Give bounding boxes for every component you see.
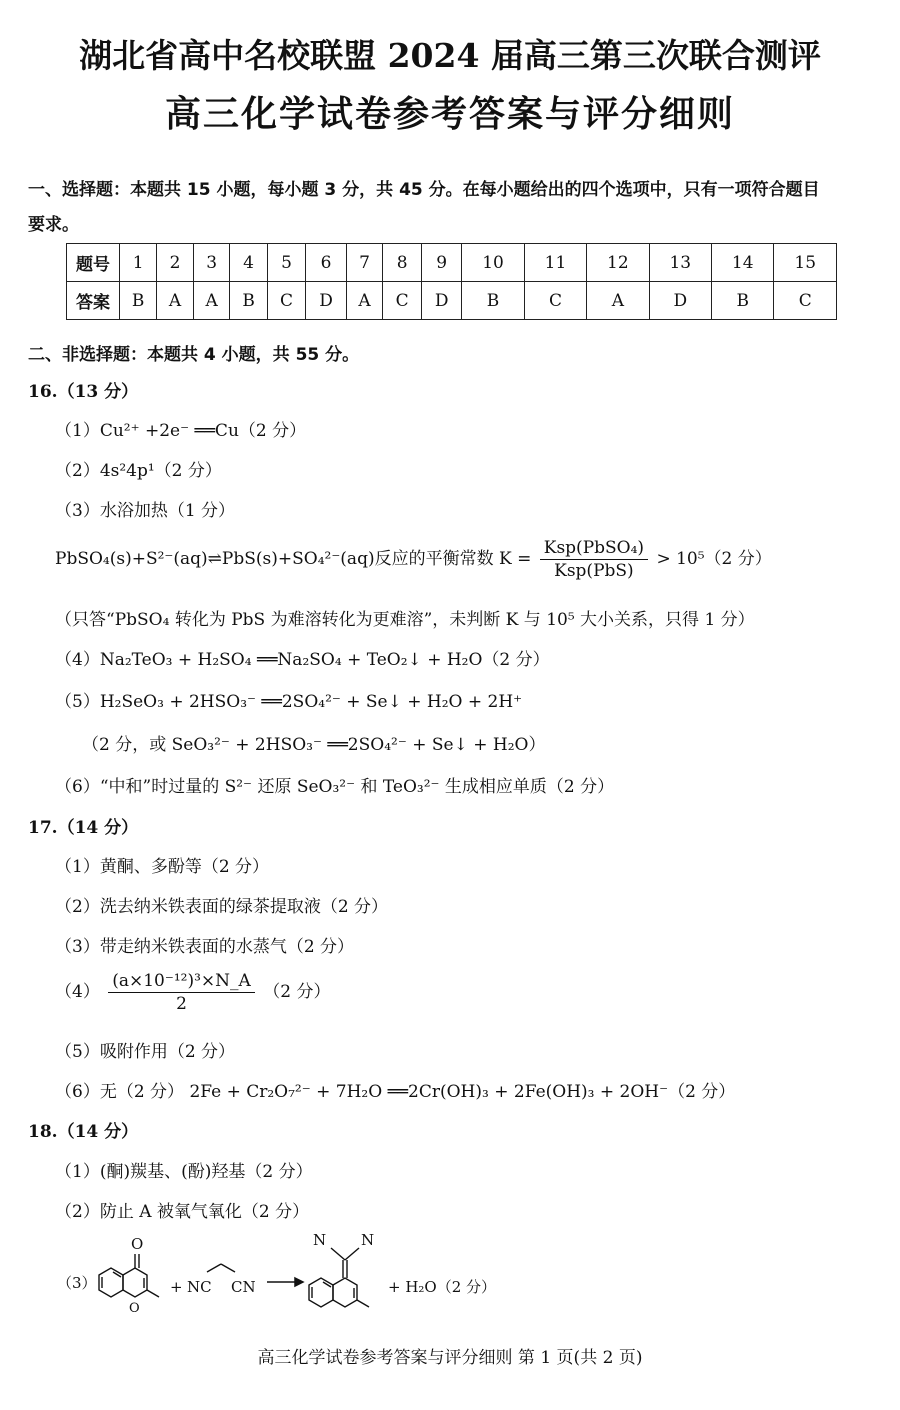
answer-table-answer-row <box>67 282 837 320</box>
q17-part4-suffix: （2 分） <box>263 982 331 1002</box>
malononitrile-right-group: CN <box>231 1278 256 1296</box>
q16-part2: （2）4s²4p¹（2 分） <box>55 461 222 481</box>
q17-fraction-denominator: 2 <box>176 994 187 1014</box>
q16-part3: （3）水浴加热（1 分） <box>55 501 236 521</box>
document-title-line1: 湖北省高中名校联盟 2024 届高三第三次联合测评 <box>79 36 821 75</box>
question-number-cell: 15 <box>774 244 837 282</box>
question-number-cell: 11 <box>524 244 586 282</box>
q17-density-fraction <box>108 970 255 1015</box>
question-number-cell: 12 <box>587 244 649 282</box>
section1-heading-cont: 要求。 <box>28 215 79 235</box>
answer-cell: C <box>383 282 422 320</box>
question-number-cell: 6 <box>306 244 346 282</box>
q17-heading: 17.（14 分） <box>28 818 139 838</box>
q18-part3-prefix: （3） <box>57 1274 97 1292</box>
q17-part5: （5）吸附作用（2 分） <box>55 1042 236 1062</box>
question-number-cell: 14 <box>712 244 774 282</box>
reactant-chromone-structure <box>99 1254 159 1297</box>
answer-cell: C <box>524 282 586 320</box>
answer-cell: D <box>649 282 711 320</box>
reaction-arrow <box>267 1278 303 1286</box>
q17-part6: （6）无（2 分） 2Fe + Cr₂O₇²⁻ + 7H₂O ══2Cr(OH)₃ + 2Fe(OH)₃ + 2OH⁻（2 分） <box>55 1082 736 1102</box>
q17-part4 <box>55 970 330 1015</box>
q17-fraction-numerator: (a×10⁻¹²)³×N_A <box>108 970 255 993</box>
product-nitrile-n-right: N <box>361 1231 375 1249</box>
q16-part1: （1）Cu²⁺ +2e⁻ ══Cu（2 分） <box>55 421 307 441</box>
row-label-answer: 答案 <box>67 282 120 320</box>
answer-table-number-row <box>67 244 837 282</box>
q17-part2: （2）洗去纳米铁表面的绿茶提取液（2 分） <box>55 897 389 917</box>
q16-k-numerator: Ksp(PbSO₄) <box>540 537 648 560</box>
answer-table <box>66 243 837 320</box>
q16-heading: 16.（13 分） <box>28 382 139 402</box>
answer-cell: A <box>157 282 194 320</box>
section1-heading: 一、选择题：本题共 15 小题，每小题 3 分，共 45 分。在每小题给出的四个选项中，只有一项符合题目 <box>28 180 820 200</box>
question-number-cell: 5 <box>267 244 306 282</box>
answer-cell: C <box>267 282 306 320</box>
product-structure <box>309 1248 369 1307</box>
q17-part4-prefix: （4） <box>55 982 100 1002</box>
q16-k-denominator: Ksp(PbS) <box>554 561 634 581</box>
q16-part5: （5）H₂SeO₃ + 2HSO₃⁻ ══2SO₄²⁻ + Se↓ + H₂O + 2H⁺ <box>55 692 523 712</box>
q16-k-fraction <box>540 537 648 582</box>
q16-equation-left: PbSO₄(s)+S²⁻(aq)⇌PbS(s)+SO₄²⁻(aq)反应的平衡常数 K = <box>55 549 532 569</box>
malononitrile-left-group: NC <box>187 1278 212 1296</box>
q16-part4: （4）Na₂TeO₃ + H₂SO₄ ══Na₂SO₄ + TeO₂↓ + H₂O（2 分） <box>55 650 550 670</box>
q16-equation-right: > 10⁵（2 分） <box>656 549 772 569</box>
document-title-line2: 高三化学试卷参考答案与评分细则 <box>164 93 735 135</box>
malononitrile-structure <box>207 1264 235 1272</box>
answer-cell: C <box>774 282 837 320</box>
answer-cell: A <box>193 282 230 320</box>
q18-heading: 18.（14 分） <box>28 1122 139 1142</box>
q18-part2: （2）防止 A 被氧气氧化（2 分） <box>55 1202 310 1222</box>
answer-cell: A <box>346 282 383 320</box>
answer-cell: B <box>462 282 524 320</box>
answer-cell: D <box>421 282 461 320</box>
answer-cell: B <box>230 282 267 320</box>
q16-part3-equilibrium <box>55 537 772 582</box>
question-number-cell: 2 <box>157 244 194 282</box>
answer-cell: B <box>120 282 157 320</box>
plus-sign: + <box>170 1278 183 1296</box>
product-nitrile-n-left: N <box>313 1231 327 1249</box>
question-number-cell: 10 <box>462 244 524 282</box>
answer-cell: B <box>712 282 774 320</box>
question-number-cell: 1 <box>120 244 157 282</box>
q18-part1: （1）(酮)羰基、(酚)羟基（2 分） <box>55 1162 313 1182</box>
q16-part3-note: （只答“PbSO₄ 转化为 PbS 为难溶转化为更难溶”，未判断 K 与 10⁵ 大小关系，只得 1 分） <box>55 610 755 630</box>
answer-cell: D <box>306 282 346 320</box>
q18-reaction-scheme <box>55 1230 595 1340</box>
question-number-cell: 9 <box>421 244 461 282</box>
water-byproduct: + H₂O（2 分） <box>388 1278 497 1296</box>
ring-oxygen-label: O <box>129 1301 140 1316</box>
q17-part1: （1）黄酮、多酚等（2 分） <box>55 857 270 877</box>
question-number-cell: 8 <box>383 244 422 282</box>
q16-part6: （6）“中和”时过量的 S²⁻ 还原 SeO₃²⁻ 和 TeO₃²⁻ 生成相应单质（2 分） <box>55 777 615 797</box>
question-number-cell: 3 <box>193 244 230 282</box>
question-number-cell: 4 <box>230 244 267 282</box>
answer-cell: A <box>587 282 649 320</box>
row-label-number: 题号 <box>67 244 120 282</box>
question-number-cell: 13 <box>649 244 711 282</box>
q16-part5-alt: （2 分，或 SeO₃²⁻ + 2HSO₃⁻ ══2SO₄²⁻ + Se↓ + H₂O） <box>82 735 546 755</box>
carbonyl-oxygen-label: O <box>131 1235 144 1253</box>
page-footer: 高三化学试卷参考答案与评分细则 第 1 页(共 2 页) <box>257 1348 643 1368</box>
q17-part3: （3）带走纳米铁表面的水蒸气（2 分） <box>55 937 355 957</box>
question-number-cell: 7 <box>346 244 383 282</box>
section2-heading: 二、非选择题：本题共 4 小题，共 55 分。 <box>28 345 360 365</box>
